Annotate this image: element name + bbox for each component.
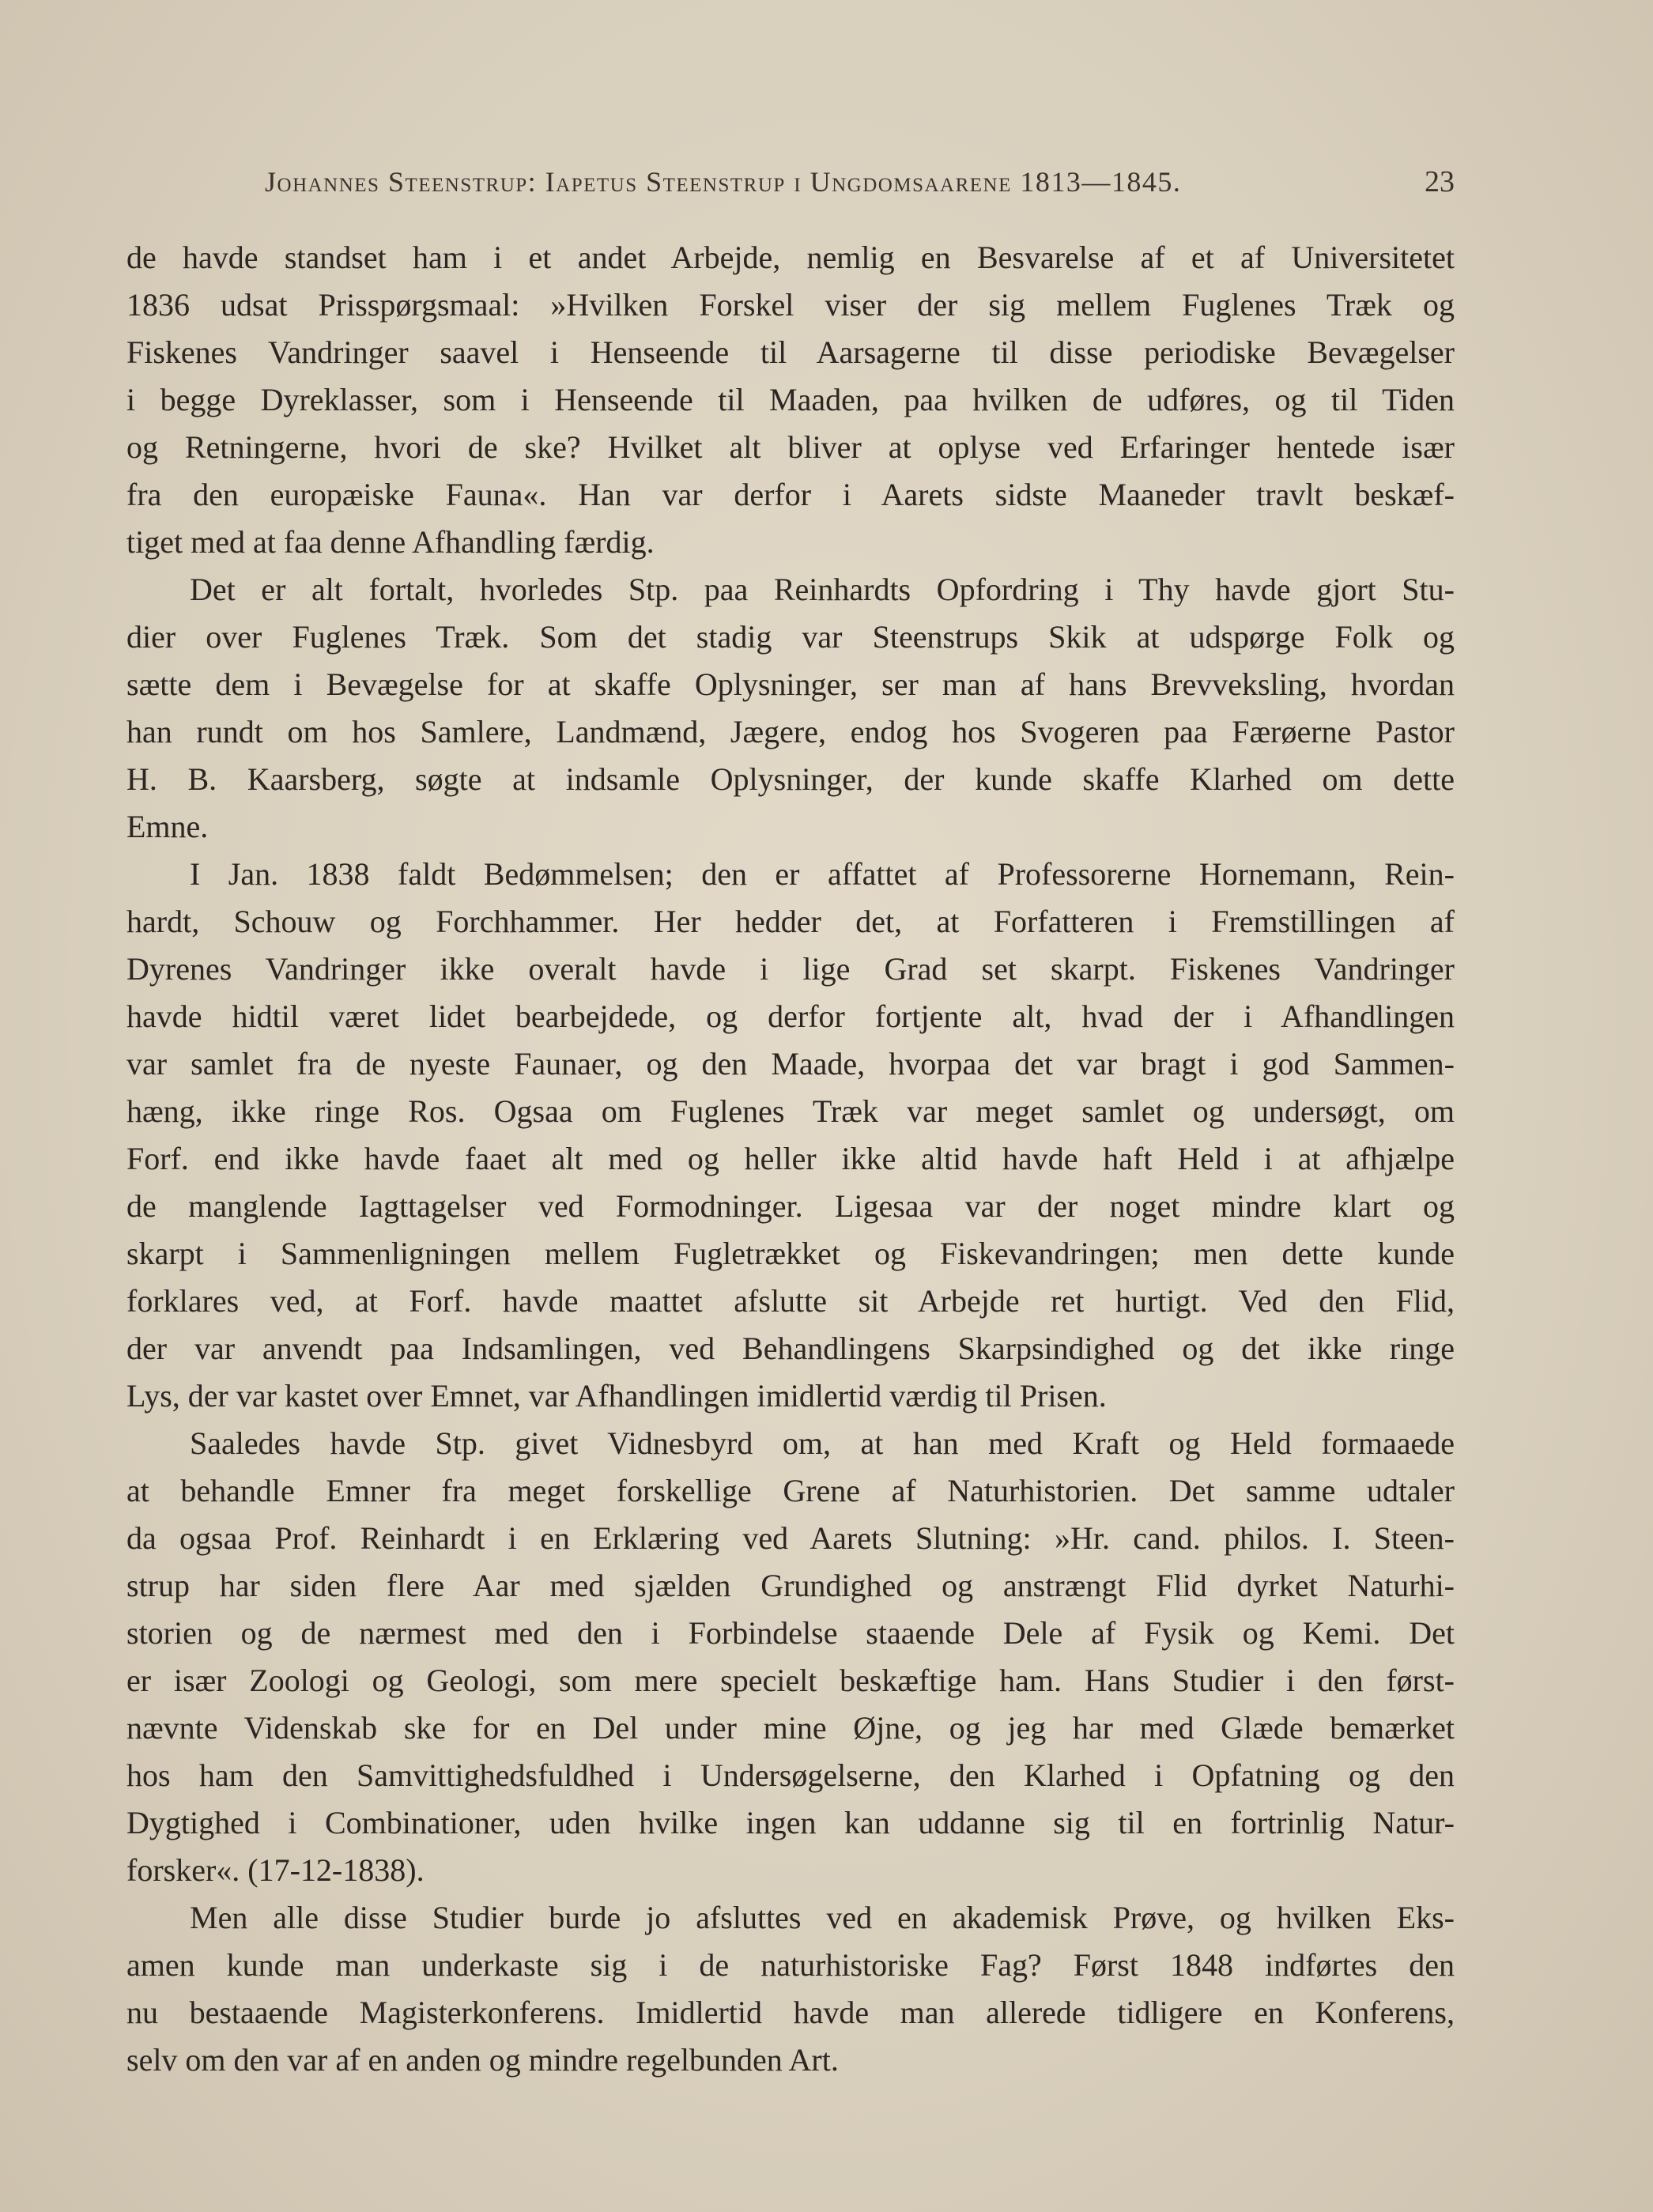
text-line: havde hidtil været lidet bearbejdede, og derfor fortjente alt, hvad der i Afhandlingen <box>126 998 1455 1034</box>
body-text <box>126 234 1455 2084</box>
text-line: H. B. Kaarsberg, søgte at indsamle Oplysninger, der kunde skaffe Klarhed om dette <box>126 761 1455 797</box>
text-line: strup har siden flere Aar med sjælden Grundighed og anstrængt Flid dyrket Naturhi- <box>126 1568 1455 1603</box>
text-line: og Retningerne, hvori de ske? Hvilket alt bliver at oplyse ved Erfaringer hentede især <box>126 429 1455 465</box>
text-line: tiget med at faa denne Afhandling færdig. <box>126 524 655 560</box>
text-line: Forf. end ikke havde faaet alt med og heller ikke altid havde haft Held i at afhjælpe <box>126 1141 1455 1176</box>
text-line: han rundt om hos Samlere, Landmænd, Jægere, endog hos Svogeren paa Færøerne Pastor <box>126 714 1455 749</box>
text-line: hos ham den Samvittighedsfuldhed i Undersøgelserne, den Klarhed i Opfatning og den <box>126 1757 1455 1793</box>
text-line: fra den europæiske Fauna«. Han var derfor i Aarets sidste Maaneder travlt beskæf- <box>126 477 1455 512</box>
text-line: at behandle Emner fra meget forskellige Grene af Naturhistorien. Det samme udtaler <box>126 1473 1455 1508</box>
page-number: 23 <box>1425 165 1455 198</box>
text-line: Men alle disse Studier burde jo afsluttes ved en akademisk Prøve, og hvilken Eks- <box>190 1900 1455 1935</box>
text-line: amen kunde man underkaste sig i de naturhistoriske Fag? Først 1848 indførtes den <box>126 1947 1455 1983</box>
text-line: var samlet fra de nyeste Faunaer, og den Maade, hvorpaa det var bragt i god Sammen- <box>126 1046 1455 1081</box>
text-line: storien og de nærmest med den i Forbindelse staaende Dele af Fysik og Kemi. Det <box>126 1615 1455 1651</box>
text-line: 1836 udsat Prisspørgsmaal: »Hvilken Forskel viser der sig mellem Fuglenes Træk og <box>126 287 1455 323</box>
text-line: Dyrenes Vandringer ikke overalt havde i lige Grad set skarpt. Fiskenes Vandringer <box>126 951 1455 987</box>
text-line: forsker«. (17-12-1838). <box>126 1852 425 1888</box>
text-line: Lys, der var kastet over Emnet, var Afhandlingen imidlertid værdig til Prisen. <box>126 1378 1107 1414</box>
text-line: I Jan. 1838 faldt Bedømmelsen; den er affattet af Professorerne Hornemann, Rein- <box>190 856 1455 892</box>
text-line: Det er alt fortalt, hvorledes Stp. paa Reinhardts Opfordring i Thy havde gjort Stu- <box>190 572 1455 607</box>
text-line: i begge Dyreklasser, som i Henseende til Maaden, paa hvilken de udføres, og til Tiden <box>126 382 1455 417</box>
page-header <box>265 158 1455 206</box>
text-line: dier over Fuglenes Træk. Som det stadig var Steenstrups Skik at udspørge Folk og <box>126 619 1455 655</box>
text-line: hæng, ikke ringe Ros. Ogsaa om Fuglenes Træk var meget samlet og undersøgt, om <box>126 1093 1455 1129</box>
text-line: nu bestaaende Magisterkonferens. Imidlertid havde man allerede tidligere en Konferens, <box>126 1995 1455 2030</box>
text-line: hardt, Schouw og Forchhammer. Her hedder det, at Forfatteren i Fremstillingen af <box>126 904 1455 939</box>
text-line: sætte dem i Bevægelse for at skaffe Oplysninger, ser man af hans Brevveksling, hvordan <box>126 666 1455 702</box>
text-line: da ogsaa Prof. Reinhardt i en Erklæring ved Aarets Slutning: »Hr. cand. philos. I. Steen- <box>126 1520 1455 1556</box>
text-line: Saaledes havde Stp. givet Vidnesbyrd om, at han med Kraft og Held formaaede <box>190 1425 1455 1461</box>
text-line: de havde standset ham i et andet Arbejde, nemlig en Besvarelse af et af Universitetet <box>126 240 1455 275</box>
text-line: de manglende Iagttagelser ved Formodninger. Ligesaa var der noget mindre klart og <box>126 1188 1455 1224</box>
text-line: er især Zoologi og Geologi, som mere specielt beskæftige ham. Hans Studier i den først- <box>126 1663 1455 1698</box>
text-line: der var anvendt paa Indsamlingen, ved Behandlingens Skarpsindighed og det ikke ringe <box>126 1331 1455 1366</box>
text-line: forklares ved, at Forf. havde maattet afslutte sit Arbejde ret hurtigt. Ved den Flid, <box>126 1283 1455 1319</box>
text-line: Fiskenes Vandringer saavel i Henseende til Aarsagerne til disse periodiske Bevægelser <box>126 334 1455 370</box>
text-line: Dygtighed i Combinationer, uden hvilke ingen kan uddanne sig til en fortrinlig Natur- <box>126 1805 1455 1840</box>
text-line: nævnte Videnskab ske for en Del under mine Øjne, og jeg har med Glæde bemærket <box>126 1710 1455 1746</box>
text-line: selv om den var af en anden og mindre regelbunden Art. <box>126 2042 839 2078</box>
running-head: Johannes Steenstrup: Iapetus Steenstrup i Ungdomsaarene 1813—1845. <box>265 166 1182 198</box>
text-line: skarpt i Sammenligningen mellem Fugletrækket og Fiskevandringen; men dette kunde <box>126 1236 1455 1271</box>
text-line: Emne. <box>126 809 209 844</box>
